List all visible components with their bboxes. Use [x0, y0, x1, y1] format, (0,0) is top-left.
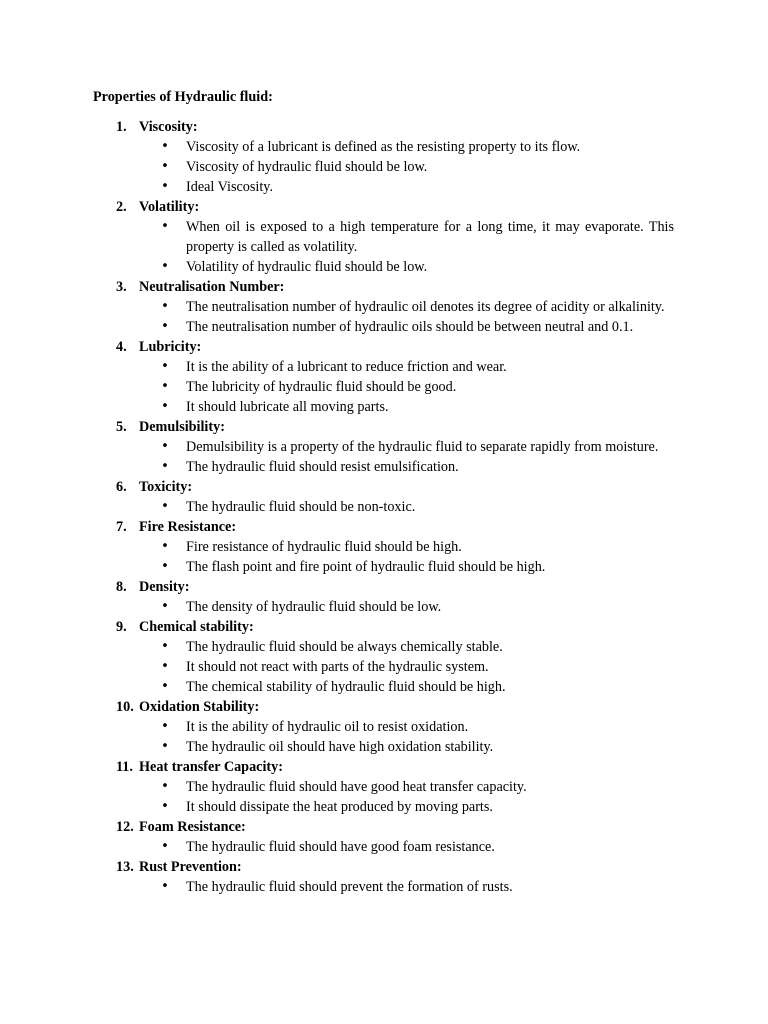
section-number: 13. [116, 859, 134, 875]
bullet-text: It should lubricate all moving parts. [186, 399, 389, 415]
bullet-text: Volatility of hydraulic fluid should be low. [186, 259, 428, 275]
section-title: Heat transfer Capacity: [139, 759, 283, 775]
bullet-text: Fire resistance of hydraulic fluid should be high. [186, 539, 462, 555]
list-item [0, 537, 768, 557]
list-item [0, 637, 768, 657]
bullet-text: The hydraulic fluid should have good foam resistance. [186, 839, 495, 855]
list-item [0, 177, 768, 197]
bullet-icon: • [161, 499, 169, 514]
list-item [0, 837, 768, 857]
section-heading [0, 197, 768, 217]
section-number: 5. [116, 419, 127, 435]
section-number: 2. [116, 199, 127, 215]
property-section [0, 197, 768, 277]
property-section [0, 337, 768, 417]
bullet-text: Demulsibility is a property of the hydraulic fluid to separate rapidly from moisture. [186, 439, 659, 455]
bullet-text: It should dissipate the heat produced by moving parts. [186, 799, 493, 815]
section-number: 3. [116, 279, 127, 295]
section-title: Foam Resistance: [139, 819, 246, 835]
section-number: 8. [116, 579, 127, 595]
bullet-text: The hydraulic fluid should prevent the formation of rusts. [186, 879, 513, 895]
bullet-text: The lubricity of hydraulic fluid should be good. [186, 379, 457, 395]
page-title: Properties of Hydraulic fluid: [93, 89, 273, 105]
list-item [0, 717, 768, 737]
section-number: 12. [116, 819, 134, 835]
section-number: 4. [116, 339, 127, 355]
section-heading [0, 117, 768, 137]
section-title: Oxidation Stability: [139, 699, 260, 715]
bullet-text: It is the ability of a lubricant to reduce friction and wear. [186, 359, 507, 375]
section-title: Fire Resistance: [139, 519, 237, 535]
properties-list [0, 117, 768, 897]
list-item [0, 397, 768, 417]
bullet-text: The hydraulic fluid should resist emulsification. [186, 459, 459, 475]
section-heading [0, 697, 768, 717]
section-number: 6. [116, 479, 127, 495]
bullet-icon: • [161, 139, 169, 154]
bullet-icon: • [161, 839, 169, 854]
list-item [0, 737, 768, 757]
section-title: Neutralisation Number: [139, 279, 285, 295]
section-heading [0, 477, 768, 497]
bullet-list [0, 357, 768, 417]
bullet-text: The chemical stability of hydraulic fluid should be high. [186, 679, 506, 695]
bullet-icon: • [161, 159, 169, 174]
bullet-text: The neutralisation number of hydraulic oils should be between neutral and 0.1. [186, 319, 634, 335]
bullet-icon: • [161, 539, 169, 554]
section-number: 10. [116, 699, 134, 715]
property-section [0, 697, 768, 757]
list-item [0, 557, 768, 577]
property-section [0, 477, 768, 517]
section-title: Viscosity: [139, 119, 198, 135]
bullet-text: Viscosity of hydraulic fluid should be low. [186, 159, 428, 175]
bullet-list [0, 217, 768, 277]
list-item [0, 877, 768, 897]
bullet-text: The hydraulic fluid should have good heat transfer capacity. [186, 779, 527, 795]
list-item [0, 657, 768, 677]
bullet-text: The hydraulic fluid should be always chemically stable. [186, 639, 503, 655]
property-section [0, 857, 768, 897]
property-section [0, 617, 768, 697]
bullet-list [0, 777, 768, 817]
bullet-list [0, 437, 768, 477]
bullet-text: The hydraulic fluid should be non-toxic. [186, 499, 416, 515]
bullet-icon: • [161, 799, 169, 814]
bullet-list [0, 297, 768, 337]
section-heading [0, 817, 768, 837]
bullet-icon: • [161, 359, 169, 374]
list-item [0, 137, 768, 157]
bullet-icon: • [161, 459, 169, 474]
bullet-list [0, 497, 768, 517]
list-item [0, 377, 768, 397]
list-item [0, 297, 768, 317]
bullet-text: Ideal Viscosity. [186, 179, 274, 195]
list-item [0, 357, 768, 377]
bullet-icon: • [161, 599, 169, 614]
section-heading [0, 757, 768, 777]
list-item [0, 457, 768, 477]
bullet-icon: • [161, 399, 169, 414]
section-heading [0, 857, 768, 877]
bullet-icon: • [161, 719, 169, 734]
bullet-icon: • [161, 299, 169, 314]
bullet-icon: • [161, 779, 169, 794]
section-title: Toxicity: [139, 479, 193, 495]
section-heading [0, 337, 768, 357]
bullet-list [0, 877, 768, 897]
section-heading [0, 517, 768, 537]
bullet-list [0, 837, 768, 857]
bullet-text: When oil is exposed to a high temperature for a long time, it may evaporate. This property is called as volatility. [186, 219, 674, 255]
bullet-icon: • [161, 439, 169, 454]
property-section [0, 517, 768, 577]
bullet-list [0, 137, 768, 197]
list-item [0, 257, 768, 277]
section-heading [0, 577, 768, 597]
section-heading [0, 417, 768, 437]
bullet-icon: • [161, 559, 169, 574]
list-item [0, 777, 768, 797]
bullet-icon: • [161, 259, 169, 274]
bullet-icon: • [161, 219, 169, 234]
property-section [0, 817, 768, 857]
bullet-text: The flash point and fire point of hydraulic fluid should be high. [186, 559, 546, 575]
section-heading [0, 617, 768, 637]
bullet-icon: • [161, 639, 169, 654]
section-number: 9. [116, 619, 127, 635]
list-item [0, 597, 768, 617]
bullet-icon: • [161, 379, 169, 394]
list-item [0, 437, 768, 457]
bullet-icon: • [161, 179, 169, 194]
bullet-text: It should not react with parts of the hydraulic system. [186, 659, 489, 675]
list-item [0, 217, 768, 257]
section-title: Volatility: [139, 199, 200, 215]
property-section [0, 757, 768, 817]
section-title: Chemical stability: [139, 619, 254, 635]
bullet-list [0, 717, 768, 757]
bullet-text: The density of hydraulic fluid should be low. [186, 599, 442, 615]
list-item [0, 157, 768, 177]
section-number: 7. [116, 519, 127, 535]
bullet-icon: • [161, 679, 169, 694]
section-heading [0, 277, 768, 297]
bullet-list [0, 637, 768, 697]
bullet-icon: • [161, 659, 169, 674]
property-section [0, 117, 768, 197]
list-item [0, 497, 768, 517]
section-title: Density: [139, 579, 190, 595]
bullet-text: The hydraulic oil should have high oxidation stability. [186, 739, 494, 755]
list-item [0, 797, 768, 817]
section-number: 11. [116, 759, 133, 775]
section-number: 1. [116, 119, 127, 135]
section-title: Demulsibility: [139, 419, 225, 435]
section-title: Lubricity: [139, 339, 202, 355]
bullet-text: Viscosity of a lubricant is defined as the resisting property to its flow. [186, 139, 581, 155]
bullet-icon: • [161, 879, 169, 894]
property-section [0, 277, 768, 337]
property-section [0, 417, 768, 477]
bullet-icon: • [161, 739, 169, 754]
list-item [0, 677, 768, 697]
list-item [0, 317, 768, 337]
property-section [0, 577, 768, 617]
bullet-text: The neutralisation number of hydraulic oil denotes its degree of acidity or alkalinity. [186, 299, 665, 315]
bullet-text: It is the ability of hydraulic oil to resist oxidation. [186, 719, 469, 735]
bullet-list [0, 537, 768, 577]
bullet-list [0, 597, 768, 617]
section-title: Rust Prevention: [139, 859, 242, 875]
bullet-icon: • [161, 319, 169, 334]
